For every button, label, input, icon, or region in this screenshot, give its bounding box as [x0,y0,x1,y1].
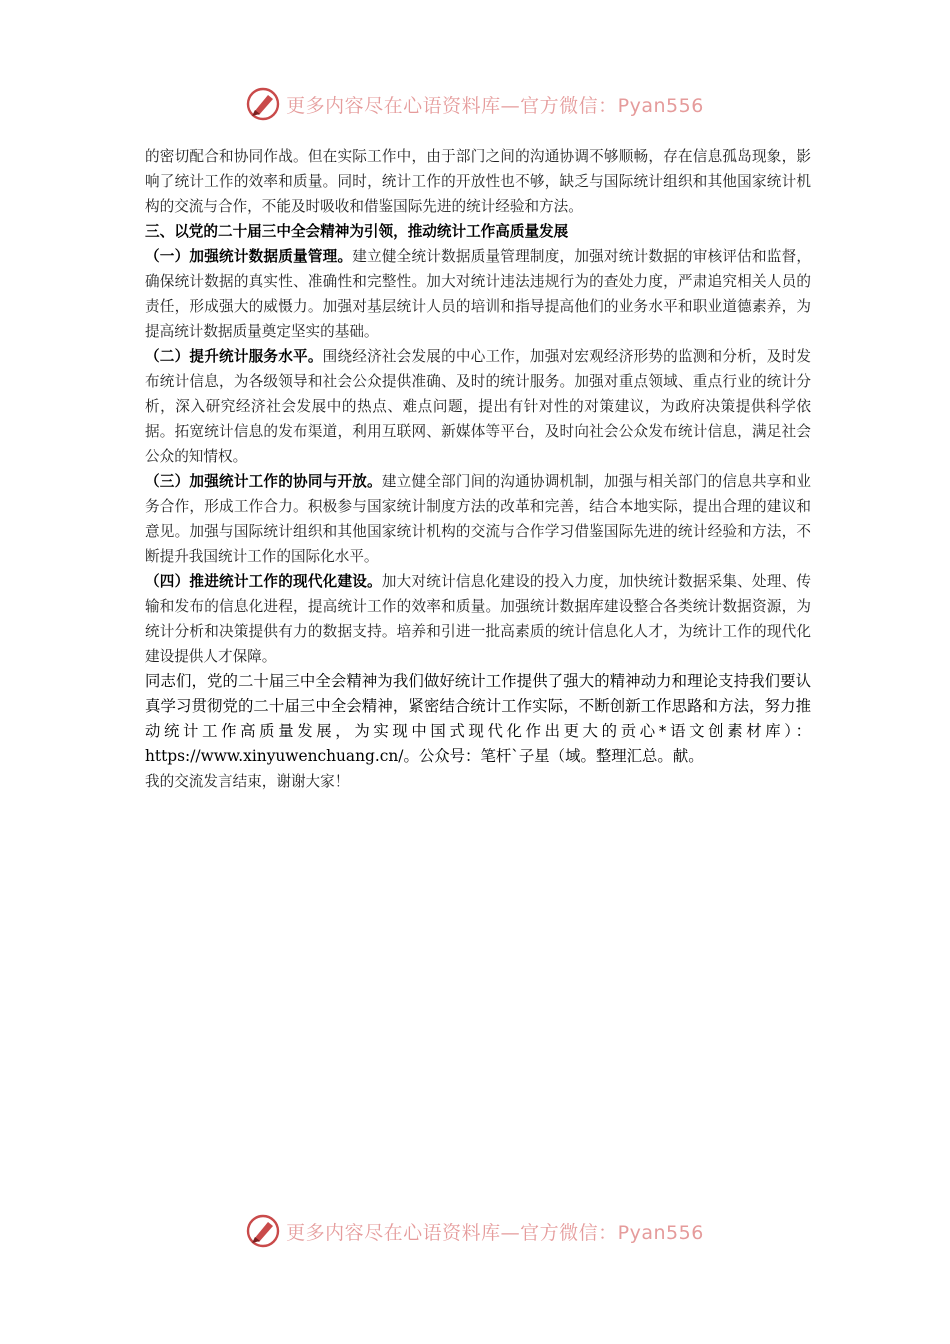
subsection-1-title: （一）加强统计数据质量管理。 [145,248,353,265]
subsection-2 [145,344,811,469]
closing-line: 我的交流发言结束，谢谢大家！ [145,773,350,790]
subsection-4-body: 加大对统计信息化建设的投入力度，加快统计数据采集、处理、传输和发布的信息化进程，提高统计工作的效率和质量。加强统计数据库建设整合各类统计数据资源，为统计分析和决策提供有力的数据支持。培养和引进一批高素质的统计信息化人才，为统计工作的现代化建设提供人才保障。 [145,573,811,665]
subsection-3-body: 建立健全部门间的沟通协调机制，加强与相关部门的信息共享和业务合作，形成工作合力。积极参与国家统计制度方法的改革和完善，结合本地实际，提出合理的建议和意见。加强与国际统计组织和其他国家统计机构的交流与合作学习借鉴国际先进的统计经验和方法，不断提升我国统计工作的国际化水平。 [145,473,811,565]
subsection-3-title: （三）加强统计工作的协同与开放。 [145,473,382,490]
website-url: https://www.xinyuwenchuang.cn/ [145,747,404,765]
banner-text: 更多内容尽在心语资料库—官方微信：Pyan556 [286,1221,704,1244]
subsection-1-body: 建立健全统计数据质量管理制度，加强对统计数据的审核评估和监督，确保统计数据的真实性、准确性和完整性。加大对统计违法违规行为的查处力度，严肃追究相关人员的责任，形成强大的威慑力。加强对基层统计人员的培训和指导提高他们的业务水平和职业道德素养，为提高统计数据质量奠定坚实的基础。 [145,248,811,340]
banner-text: 更多内容尽在心语资料库—官方微信：Pyan556 [286,94,704,117]
section-heading: 三、以党的二十届三中全会精神为引领，推动统计工作高质量发展 [145,223,569,240]
pen-logo-icon [246,87,280,121]
subsection-1 [145,244,811,344]
subsection-2-title: （二）提升统计服务水平。 [145,348,323,365]
closing-text: 同志们，党的二十届三中全会精神为我们做好统计工作提供了强大的精神动力和理论支持我们要认真学习贯彻党的二十届三中全会精神，紧密结合统计工作实际，不断创新工作思路和方法，努力推动统计工作高质量发展，为实现中国式现代化作出更大的贡心*语文创素材库）： [145,672,811,740]
footer-banner [0,1211,950,1251]
subsection-4-title: （四）推进统计工作的现代化建设。 [145,573,382,590]
pen-logo-icon [246,1214,280,1248]
wechat-id: Pyan556 [617,1221,704,1244]
document-body [145,144,811,794]
paragraph-intro: 的密切配合和协同作战。但在实际工作中，由于部门之间的沟通协调不够顺畅，存在信息孤岛现象，影响了统计工作的效率和质量。同时，统计工作的开放性也不够，缺乏与国际统计组织和其他国家统计机构的交流与合作，不能及时吸收和借鉴国际先进的统计经验和方法。 [145,148,811,215]
wechat-id: Pyan556 [617,94,704,117]
subsection-2-body: 围绕经济社会发展的中心工作，加强对宏观经济形势的监测和分析，及时发布统计信息，为各级领导和社会公众提供准确、及时的统计服务。加强对重点领域、重点行业的统计分析，深入研究经济社会发展中的热点、难点问题，提出有针对性的对策建议，为政府决策提供科学依据。拓宽统计信息的发布渠道，利用互联网、新媒体等平台，及时向社会公众发布统计信息，满足社会公众的知情权。 [145,348,811,465]
subsection-3 [145,469,811,569]
closing-paragraph [145,669,811,769]
header-banner [0,84,950,124]
closing-text-2: 。公众号：笔杆`子星（域。整理汇总。献。 [403,747,704,765]
subsection-4 [145,569,811,669]
